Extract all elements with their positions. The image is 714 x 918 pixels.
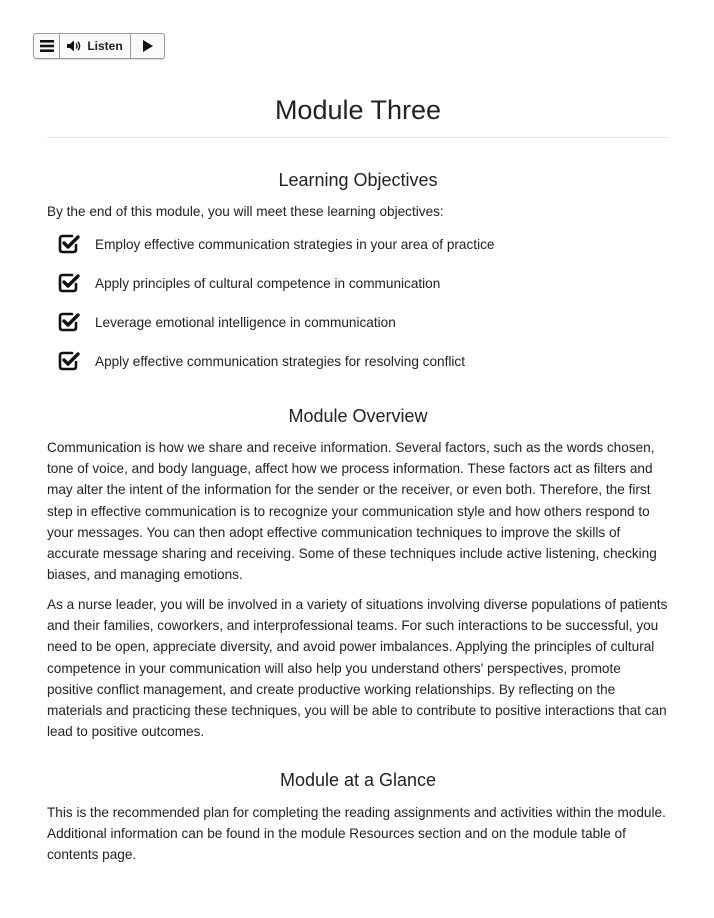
learning-objectives-heading: Learning Objectives xyxy=(278,170,438,190)
overview-paragraph-1: Communication is how we share and receive information. Several factors, such as the words chosen, tone of voice, and body language, affect how we process information. These factors act as filters and may alter the intent of the information for the sender or the receiver, or even both. Therefore, the first step in effective communication is to recognize your communication style and how others respond to your messages. You can then adopt effective communication techniques to improve the skills of accurate message sharing and receiving. Some of these techniques include active listening, checking biases, and managing emotions. xyxy=(47,440,657,583)
objectives-list xyxy=(57,231,657,387)
title-divider xyxy=(47,137,669,138)
module-at-a-glance-heading: Module at a Glance xyxy=(279,770,437,790)
checkbox-checked-icon xyxy=(57,271,81,295)
page-title: Module Three xyxy=(274,95,442,125)
objective-text: Apply principles of cultural competence in communication xyxy=(95,276,441,291)
speaker-icon xyxy=(67,40,83,52)
menu-icon xyxy=(40,40,54,52)
overview-paragraph-2: As a nurse leader, you will be involved in a variety of situations involving diverse populations of patients and their families, coworkers, and interprofessional teams. For such interactions to be successful, you need to be open, appreciate diversity, and avoid power imbalances. Applying the principles of cultural competence in your communication will also help you understand others' perspectives, promote positive conflict management, and create productive working relationships. By reflecting on the materials and practicing these techniques, you will be able to contribute to positive interactions that can lead to positive outcomes. xyxy=(47,597,668,740)
read-aloud-toolbar xyxy=(33,33,165,59)
objective-text: Leverage emotional intelligence in communication xyxy=(95,315,396,330)
play-button[interactable] xyxy=(131,34,164,58)
list-item xyxy=(57,270,657,309)
checkbox-checked-icon xyxy=(57,349,81,373)
checkbox-checked-icon xyxy=(57,310,81,334)
checkbox-checked-icon xyxy=(57,232,81,256)
listen-button[interactable] xyxy=(60,34,131,58)
listen-label: Listen xyxy=(87,39,123,53)
objective-text: Employ effective communication strategies in your area of practice xyxy=(95,237,495,252)
list-item xyxy=(57,309,657,348)
module-overview-heading: Module Overview xyxy=(288,406,428,426)
list-item xyxy=(57,348,657,387)
objectives-intro: By the end of this module, you will meet these learning objectives: xyxy=(47,204,444,219)
menu-button[interactable] xyxy=(34,34,60,58)
glance-paragraph: This is the recommended plan for completing the reading assignments and activities within the module. Additional information can be found in the module Resources section and on the module table of contents page. xyxy=(47,805,666,863)
list-item xyxy=(57,231,657,270)
play-icon xyxy=(143,40,153,52)
objective-text: Apply effective communication strategies for resolving conflict xyxy=(95,354,465,369)
